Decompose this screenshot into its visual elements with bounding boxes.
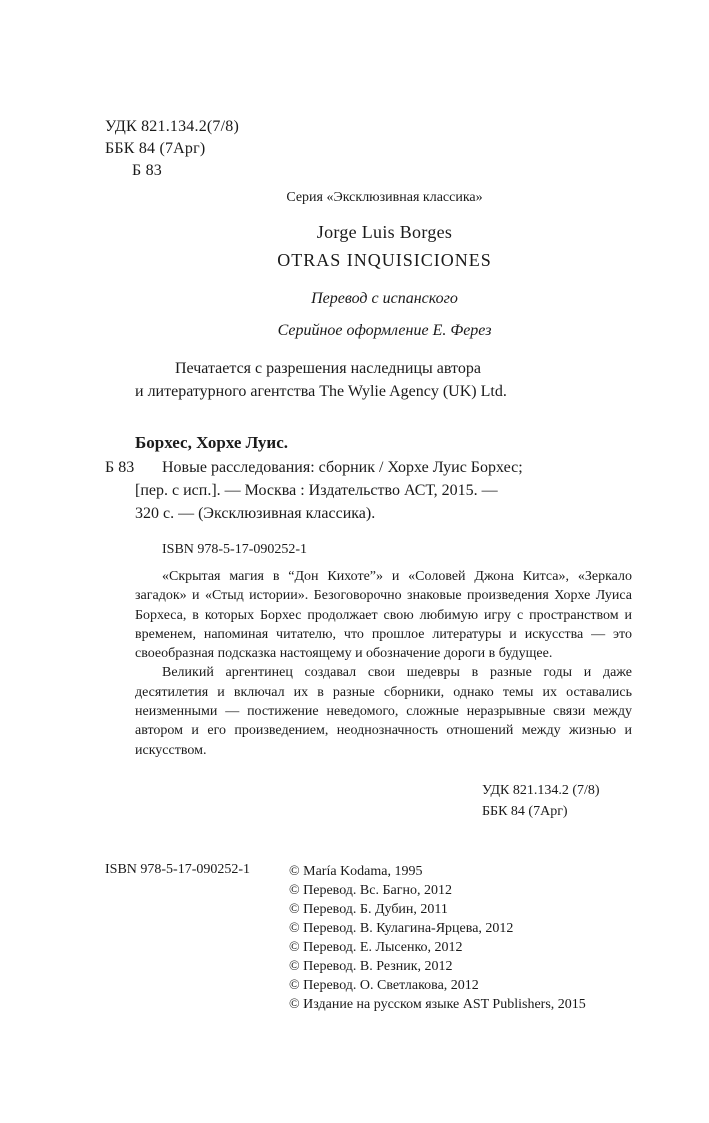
design-note: Серийное оформление Е. Ферез <box>277 322 492 339</box>
bbk-code: ББК 84 (7Арг) <box>105 140 206 157</box>
copyright-item: © Перевод. В. Резник, 2012 <box>289 959 453 974</box>
annotation-paragraph: «Скрытая магия в “Дон Кихоте”» и «Соловей Джона Китса», «Зеркало загадок» и «Стыд истории». Безоговорочно знаковые произведения Хорхе Луиса Борхеса, в которых Борхес продолжает свою любимую игру с пространством и временем, напоминая читателю, что прошлое литературы и искусства — это своеобразная подсказка настоящему и обозначение дороги в будущее. <box>135 569 632 662</box>
copyright-item: © Перевод. Вс. Багно, 2012 <box>289 883 452 898</box>
copyright-item: © Издание на русском языке AST Publishers, 2015 <box>289 997 586 1012</box>
copyright-item: © Перевод. Е. Лысенко, 2012 <box>289 940 463 955</box>
copyright-list <box>289 862 649 1014</box>
isbn: ISBN 978-5-17-090252-1 <box>162 542 308 557</box>
biblio-line-1: Новые расследования: сборник / Хорхе Луис Борхес; <box>162 459 523 476</box>
biblio-mark: Б 83 <box>105 459 135 476</box>
permission-line-2: и литературного агентства The Wylie Agency (UK) Ltd. <box>135 383 507 400</box>
copyright-isbn: ISBN 978-5-17-090252-1 <box>105 862 251 877</box>
annotation <box>135 567 632 760</box>
original-author: Jorge Luis Borges <box>316 222 453 242</box>
biblio-line-3: 320 с. — (Эксклюзивная классика). <box>135 505 376 522</box>
copyright-item: © Перевод. В. Кулагина-Ярцева, 2012 <box>289 921 514 936</box>
copyright-item: © Перевод. О. Светлакова, 2012 <box>289 978 479 993</box>
copyright-item: © Перевод. Б. Дубин, 2011 <box>289 902 448 917</box>
copyright-item: © María Kodama, 1995 <box>289 864 423 879</box>
biblio-line-2: [пер. с исп.]. — Москва : Издательство АСТ, 2015. — <box>135 482 498 499</box>
author-heading: Борхес, Хорхе Луис. <box>135 433 288 452</box>
original-title: OTRAS INQUISICIONES <box>277 250 492 270</box>
series-name: Серия «Эксклюзивная классика» <box>286 190 483 205</box>
udk-code-right: УДК 821.134.2 (7/8) <box>482 783 600 798</box>
bbk-code-right: ББК 84 (7Арг) <box>482 804 568 819</box>
udk-code: УДК 821.134.2(7/8) <box>105 118 239 135</box>
annotation-paragraph: Великий аргентинец создавал свои шедевры в разные годы и даже десятилетия и включал их в разные сборники, однако темы их оставались неизменными — постижение неведомого, сложные неразрывные связи между автором и его произведением, неоднозначность отношений между жизнью и искусством. <box>135 665 632 758</box>
author-mark: Б 83 <box>132 162 162 179</box>
permission-line-1: Печатается с разрешения наследницы автора <box>175 360 481 377</box>
translation-note: Перевод с испанского <box>311 290 458 307</box>
